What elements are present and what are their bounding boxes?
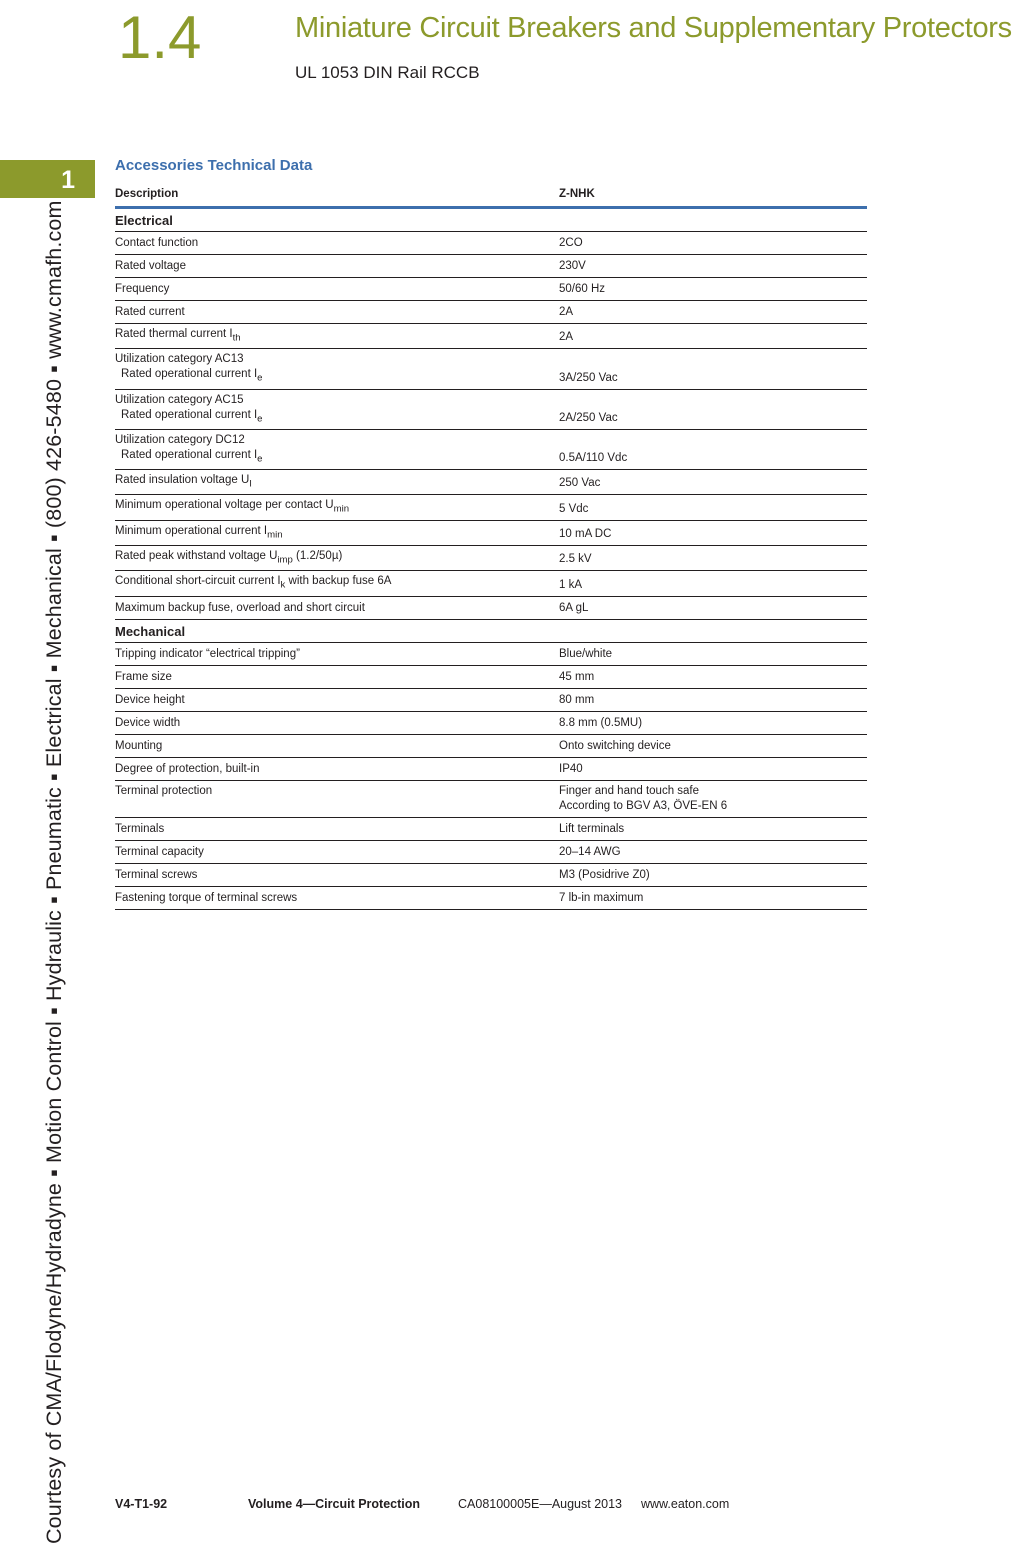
row-value: 230V xyxy=(559,255,867,278)
row-label: Terminals xyxy=(115,817,559,840)
row-value: IP40 xyxy=(559,757,867,780)
table-row xyxy=(115,817,867,840)
row-value: Finger and hand touch safe According to BGV A3, ÖVE-EN 6 xyxy=(559,780,867,817)
table-row xyxy=(115,886,867,909)
row-label: Minimum operational voltage per contact $U_{min}$ xyxy=(115,495,559,520)
row-value: Blue/white xyxy=(559,642,867,665)
table-row xyxy=(115,495,867,520)
table-row xyxy=(115,470,867,495)
table-row xyxy=(115,757,867,780)
footer-website: www.eaton.com xyxy=(641,1497,730,1511)
table-row xyxy=(115,734,867,757)
row-value: 80 mm xyxy=(559,688,867,711)
row-label: Conditional short-circuit current $I_k$ with backup fuse 6A xyxy=(115,571,559,596)
section-number: 1.4 xyxy=(118,4,202,71)
table-header-row xyxy=(115,182,867,208)
row-label: Rated thermal current $I_{th}$ xyxy=(115,324,559,349)
page-title: Miniature Circuit Breakers and Supplementary Protectors xyxy=(295,12,1012,44)
row-label: Frame size xyxy=(115,665,559,688)
table-row xyxy=(115,571,867,596)
table-row xyxy=(115,780,867,817)
row-value: 45 mm xyxy=(559,665,867,688)
group-label: Electrical xyxy=(115,208,559,232)
table-row xyxy=(115,232,867,255)
table-row xyxy=(115,278,867,301)
row-label: Terminal screws xyxy=(115,863,559,886)
row-label: Rated voltage xyxy=(115,255,559,278)
page-subtitle: UL 1053 DIN Rail RCCB xyxy=(295,63,480,82)
row-label: Fastening torque of terminal screws xyxy=(115,886,559,909)
row-label: Tripping indicator “electrical tripping” xyxy=(115,642,559,665)
row-value: 2CO xyxy=(559,232,867,255)
row-value: 3A/250 Vac xyxy=(559,349,867,389)
row-value: 10 mA DC xyxy=(559,520,867,545)
table-row xyxy=(115,642,867,665)
row-value: 7 lb-in maximum xyxy=(559,886,867,909)
table-row xyxy=(115,596,867,619)
table-row xyxy=(115,546,867,571)
footer-catalog-code: CA08100005E—August 2013 xyxy=(458,1497,623,1511)
table-row xyxy=(115,389,867,429)
row-label: Utilization category AC15 Rated operational current $I_e$ xyxy=(115,389,559,429)
table-row xyxy=(115,301,867,324)
footer-volume: Volume 4—Circuit Protection xyxy=(248,1497,421,1511)
row-value: M3 (Posidrive Z0) xyxy=(559,863,867,886)
table-row xyxy=(115,711,867,734)
row-value: Onto switching device xyxy=(559,734,867,757)
row-label: Mounting xyxy=(115,734,559,757)
row-value: 20–14 AWG xyxy=(559,840,867,863)
row-label: Rated insulation voltage $U_I$ xyxy=(115,470,559,495)
row-label: Contact function xyxy=(115,232,559,255)
chapter-tab xyxy=(0,160,95,198)
table-title: Accessories Technical Data xyxy=(115,157,313,174)
row-value: 8.8 mm (0.5MU) xyxy=(559,711,867,734)
row-label: Rated current xyxy=(115,301,559,324)
table-row xyxy=(115,324,867,349)
chapter-number: 1 xyxy=(61,166,75,194)
group-row-mechanical xyxy=(115,619,867,642)
table-row xyxy=(115,255,867,278)
row-value: 1 kA xyxy=(559,571,867,596)
group-label: Mechanical xyxy=(115,619,559,642)
table-row xyxy=(115,349,867,389)
row-value: 2A xyxy=(559,324,867,349)
technical-data-table xyxy=(115,182,867,910)
row-label: Utilization category DC12 Rated operational current $I_e$ xyxy=(115,429,559,469)
footer-page-number: V4-T1-92 xyxy=(115,1497,168,1511)
row-label: Maximum backup fuse, overload and short circuit xyxy=(115,596,559,619)
row-value: 50/60 Hz xyxy=(559,278,867,301)
table-row xyxy=(115,863,867,886)
row-label: Utilization category AC13 Rated operational current $I_e$ xyxy=(115,349,559,389)
row-label: Device height xyxy=(115,688,559,711)
group-row-electrical xyxy=(115,208,867,232)
row-value: 5 Vdc xyxy=(559,495,867,520)
table-row xyxy=(115,665,867,688)
row-value: 2.5 kV xyxy=(559,546,867,571)
table-row xyxy=(115,688,867,711)
column-header-description: Description xyxy=(115,182,559,208)
row-label: Device width xyxy=(115,711,559,734)
courtesy-vertical-text: Courtesy of CMA/Flodyne/Hydradyne ▪ Motion Control ▪ Hydraulic ▪ Pneumatic ▪ Electrical ▪ Mechanical ▪ (800) 426-5480 ▪ www.cmafh.com xyxy=(42,200,66,1544)
row-value: 2A xyxy=(559,301,867,324)
row-label: Minimum operational current $I_{min}$ xyxy=(115,520,559,545)
row-label: Frequency xyxy=(115,278,559,301)
row-value: 0.5A/110 Vdc xyxy=(559,429,867,469)
table-row xyxy=(115,429,867,469)
table-row xyxy=(115,520,867,545)
row-value: 2A/250 Vac xyxy=(559,389,867,429)
row-value: 6A gL xyxy=(559,596,867,619)
row-value: Lift terminals xyxy=(559,817,867,840)
column-header-model: Z-NHK xyxy=(559,182,867,208)
row-label: Terminal capacity xyxy=(115,840,559,863)
row-value: 250 Vac xyxy=(559,470,867,495)
row-label: Terminal protection xyxy=(115,780,559,817)
row-label: Rated peak withstand voltage $U_{imp}$ (1.2/50µ) xyxy=(115,546,559,571)
table-row xyxy=(115,840,867,863)
row-label: Degree of protection, built-in xyxy=(115,757,559,780)
